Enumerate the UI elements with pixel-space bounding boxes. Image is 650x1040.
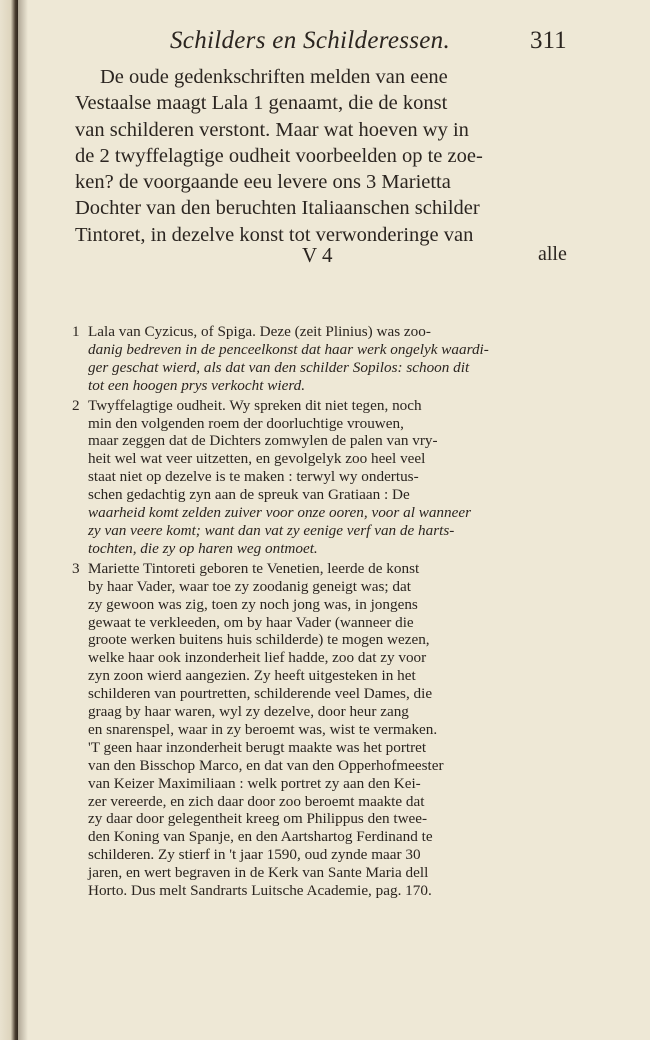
footnote-line: welke haar ook inzonderheit lief hadde, zoo dat zy voor [88,649,427,667]
footnote-line: van Keizer Maximiliaan : welk portret zy aan den Kei- [88,774,421,792]
catchword: alle [538,243,567,265]
footnote-line: Mariette Tintoreti geboren te Venetien, leerde de konst [88,559,420,577]
body-line: Vestaalse maagt Lala 1 genaamt, die de konst [75,92,448,115]
footnote-number: 2 [72,396,80,414]
footnote-line: tot een hoogen prys verkocht wierd. [88,376,306,394]
footnote-line: heit wel wat veer uitzetten, en gevolgelyk zoo heel veel [88,450,426,468]
body-line: Tintoret, in dezelve konst tot verwonderinge van [75,223,474,246]
footnote-line: Twyffelagtige oudheit. Wy spreken dit niet tegen, noch [88,396,422,414]
running-title: Schilders en Schilderessen. [170,27,451,54]
footnote-line: zy van veere komt; want dan vat zy eenige verf van de harts- [88,521,455,539]
footnote-line: min den volgenden roem der doorluchtige vrouwen, [88,414,404,432]
footnote-line: danig bedreven in de penceelkonst dat haar werk ongelyk waardi- [88,340,489,358]
gutter-shadow [18,0,28,1040]
body-line: ken? de voorgaande eeu levere ons 3 Marietta [75,171,451,194]
footnote [72,323,572,395]
body-line: de 2 twyffelagtige oudheit voorbeelden op te zoe- [75,144,483,167]
footnote-line: 'T geen haar inzonderheit berugt maakte was het portret [88,738,427,756]
footnote-line: van den Bisschop Marco, en dat van den Opperhofmeester [88,756,444,774]
footnote [72,397,572,558]
footnote-line: jaren, en wert begraven in de Kerk van Sante Maria dell [88,864,429,882]
footnote-line: schilderen. Zy stierf in 't jaar 1590, oud zynde maar 30 [88,846,421,864]
main-text [75,64,575,248]
footnote-number: 1 [72,323,80,340]
footnote-line: schilderen van pourtretten, schilderende veel Dames, die [88,685,433,703]
footnote-line: zyn zoon wierd aangezien. Zy heeft uitgesteken in het [88,667,416,685]
footnote-line: tochten, die zy op haren weg ontmoet. [88,539,318,557]
body-line: van schilderen verstont. Maar wat hoeven wy in [75,118,469,141]
footnote-line: zy gewoon was zig, toen zy noch jong was, in jongens [88,595,418,613]
footnote-line: Horto. Dus melt Sandrarts Luitsche Academie, pag. 170. [88,882,432,900]
footnotes [72,323,572,900]
footnote-line: den Koning van Spanje, en den Aartshartog Ferdinand te [88,828,433,846]
footnote-line: waarheid komt zelden zuiver voor onze ooren, voor al wanneer [88,504,472,522]
footnote-line: staat niet op dezelve is te maken : terwyl wy ondertus- [88,468,419,486]
footnote-line: graag by haar waren, wyl zy dezelve, door heur zang [88,703,409,721]
footnote-line: en snarenspel, waar in zy beroemt was, wist te vermaken. [88,720,438,738]
footnote-line: maar zeggen dat de Dichters zomwylen de palen van vry- [88,432,438,450]
footnote-line: groote werken buitens huis schilderde) te mogen wezen, [88,631,430,649]
page-number: 311 [530,27,567,54]
footnote-line: Lala van Cyzicus, of Spiga. Deze (zeit Plinius) was zoo- [88,323,431,340]
footnote-line: gewaat te verkleeden, om by haar Vader (wanneer die [88,613,414,631]
footnote-number: 3 [72,559,80,577]
footnote-line: ger geschat wierd, als dat van den schilder Sopilos: schoon dit [88,358,470,376]
footnote [72,560,572,900]
page-gutter [0,0,18,1040]
body-line: Dochter van den beruchten Italiaanschen schilder [75,197,480,220]
footnote-line: zy daar door gelegentheit kreeg om Philippus den twee- [88,810,428,828]
footnote-line: zer vereerde, en zich daar door zoo beroemt maakte dat [88,792,425,810]
footnote-line: schen gedachtig zyn aan de spreuk van Gratiaan : De [88,486,410,504]
footnote-line: by haar Vader, waar toe zy zoodanig geneigt was; dat [88,577,411,595]
signature-mark: V 4 [302,243,333,267]
body-line: De oude gedenkschriften melden van eene [100,66,448,88]
